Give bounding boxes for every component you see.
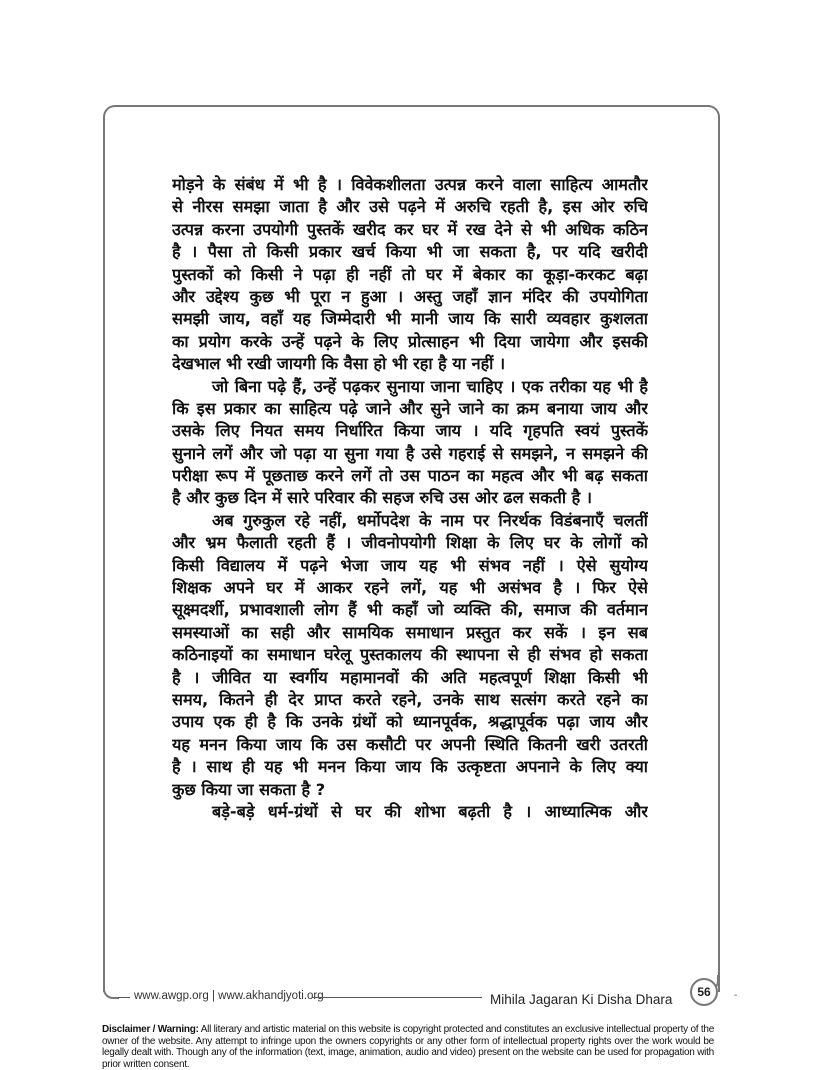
body-text [172,174,648,823]
footer-rule-left [118,997,130,998]
page-number: 56 [690,978,718,1006]
disclaimer [102,1024,714,1070]
disclaimer-text: All literary and artistic material on this website is copyright protected and constitutes an exclusive intellectual property of the owner of the website. Any attempt to infringe upon the owners copyrights or any other form of intellectual property rights over the work would be legally dealt with. Though any of the information (text, image, animation, audio and video) present on the website can be used for propagation with prior written consent. [102,1024,715,1070]
text-line: परीक्षा रूप में पूछताछ करने लगें तो उस पाठन का महत्व और भी बढ़ सकता [172,466,648,486]
text-line: कि इस प्रकार का साहित्य पढ़े जाने और सुने जाने का क्रम बनाया जाय और [172,398,648,418]
text-line: है । जीवित या स्वर्गीय महामानवों की अति महत्वपूर्ण शिक्षा किसी भी [172,667,648,687]
text-line: शिक्षक अपने घर में आकर रहने लगें, यह भी असंभव है । फिर ऐसे [172,578,648,598]
paragraph [172,174,648,376]
paragraph [172,510,648,801]
footer-rule-middle [312,997,482,998]
text-line: का प्रयोग करके उन्हें पढ़ने के लिए प्रोत्साहन भी दिया जायेगा और इसकी [172,331,648,351]
text-line: है और कुछ दिन में सारे परिवार की सहज रुचि उस ओर ढल सकती है । [172,488,593,508]
text-line: उत्पन्न करना उपयोगी पुस्तकें खरीद कर घर में रख देने से भी अधिक कठिन [172,219,648,239]
text-line: से नीरस समझा जाता है और उसे पढ़ने में अरुचि रहती है, इस ओर रुचि [172,197,648,217]
text-line: सूक्ष्मदर्शी, प्रभावशाली लोग हैं भी कहाँ जो व्यक्ति की, समाज की वर्तमान [172,600,648,620]
disclaimer-label: Disclaimer / Warning: [102,1024,199,1035]
text-line: समस्याओं का सही और सामयिक समाधान प्रस्तुत कर सकें । इन सब [172,622,648,642]
text-line: और उद्देश्य कुछ भी पूरा न हुआ । अस्तु जहाँ ज्ञान मंदिर की उपयोगिता [172,286,648,306]
paragraph [172,376,648,510]
text-line: अब गुरुकुल रहे नहीं, धर्मोपदेश के नाम पर निरर्थक विडंबनाएँ चलतीं [212,510,648,530]
text-line: मोड़ने के संबंध में भी है । विवेकशीलता उत्पन्न करने वाला साहित्य आमतौर [172,175,648,194]
text-line: सुनाने लगें और जो पढ़ा या सुना गया है उसे गहराई से समझने, न समझने की [172,443,648,463]
text-line: कठिनाइयों का समाधान घरेलू पुस्तकालय की स्थापना से ही संभव हो सकता [172,645,648,665]
text-line: उपाय एक ही है कि उनके ग्रंथों को ध्यानपूर्वक, श्रद्धापूर्वक पढ़ा जाय और [172,712,648,732]
text-line: है । पैसा तो किसी प्रकार खर्च किया भी जा सकता है, पर यदि खरीदी [172,242,648,262]
text-line: समझी जाय, वहाँ यह जिम्मेदारी भी मानी जाय कि सारी व्यवहार कुशलता [172,309,648,329]
text-line: किसी विद्यालय में पढ़ने भेजा जाय यह भी संभव नहीं । ऐसे सुयोग्य [172,555,648,575]
text-line: देखभाल भी रखी जायगी कि वैसा हो भी रहा है या नहीं । [172,354,506,374]
text-line: समय, कितने ही देर प्राप्त करते रहने, उनके साथ सत्संग करते रहने का [172,689,648,709]
text-line: बड़े-बड़े धर्म-ग्रंथों से घर की शोभा बढ़ती है । आध्यात्मिक और [212,801,648,821]
footer-book-title: Mihila Jagaran Ki Disha Dhara [490,992,673,1007]
page-border-corner-left [103,985,119,999]
text-line: और भ्रम फैलाती रहती हैं । जीवनोपयोगी शिक्षा के लिए घर के लोगों को [172,533,648,553]
text-line: कुछ किया जा सकता है ? [172,779,326,799]
paragraph [172,801,648,823]
footer-dash: - [734,990,738,1001]
text-line: यह मनन किया जाय कि उस कसौटी पर अपनी स्थिति कितनी खरी उतरती [172,734,648,754]
footer-websites: www.awgp.org | www.akhandjyoti.org [134,990,324,1002]
text-line: पुस्तकों को किसी ने पढ़ा ही नहीं तो घर में बेकार का कूड़ा-करकट बढ़ा [172,264,648,284]
text-line: है । साथ ही यह भी मनन किया जाय कि उत्कृष्टता अपनाने के लिए क्या [172,757,648,777]
text-line: उसके लिए नियत समय निर्धारित किया जाय । यदि गृहपति स्वयं पुस्तकें [172,421,648,441]
text-line: जो बिना पढ़े हैं, उन्हें पढ़कर सुनाया जाना चाहिए । एक तरीका यह भी है [212,376,648,396]
